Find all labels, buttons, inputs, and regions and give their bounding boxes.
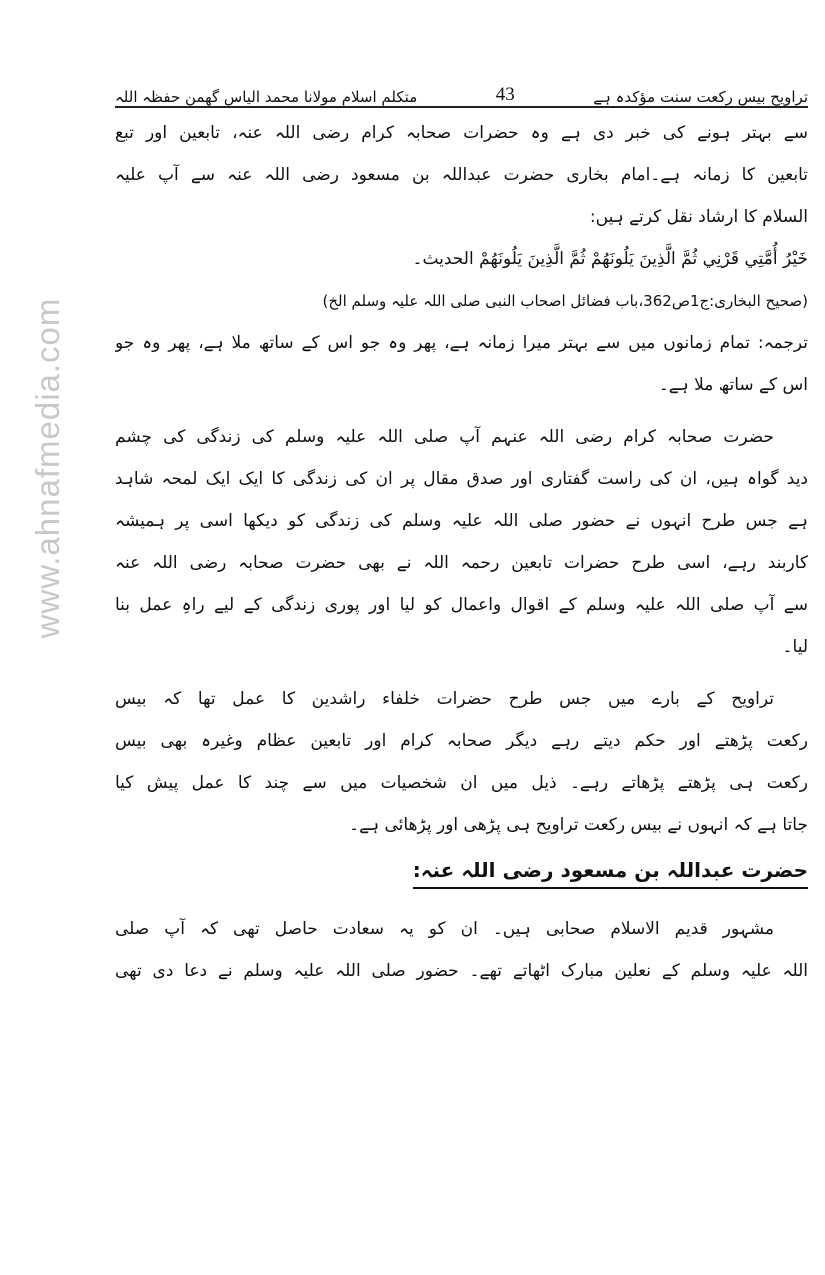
running-header bbox=[115, 66, 808, 106]
section-heading: حضرت عبداللہ بن مسعود رضی اللہ عنہ: bbox=[413, 853, 808, 889]
section-heading-row bbox=[115, 846, 808, 898]
text-line: تابعین کا زمانہ ہے۔امام بخاری حضرت عبداللہ بن مسعود رضی اللہ عنہ سے آپ علیہ bbox=[115, 165, 808, 185]
hadith-reference: (صحیح البخاری:ج1ص362،باب فضائل اصحاب النبی صلی اللہ علیہ وسلم الخ) bbox=[322, 292, 808, 310]
page-body bbox=[115, 112, 808, 992]
text-line: حضرت صحابہ کرام رضی اللہ عنہم آپ صلی اللہ علیہ وسلم کی زندگی کی چشم bbox=[115, 427, 774, 447]
text-line: اللہ علیہ وسلم کے نعلین مبارک اٹھاتے تھے۔ حضور صلی اللہ علیہ وسلم نے دعا دی تھی bbox=[115, 961, 808, 981]
hadith-text: خَيْرُ أُمَّتِي قَرْنِي ثُمَّ الَّذِينَ يَلُونَهُمْ ثُمَّ الَّذِينَ يَلُونَهُمْ الحديث۔ bbox=[412, 249, 808, 269]
page-number: 43 bbox=[495, 84, 515, 105]
text-line: کاربند رہے، اسی طرح حضرات تابعین رحمہ اللہ نے بھی حضرت صحابہ رضی اللہ عنہ bbox=[115, 553, 808, 573]
text-line: جاتا ہے کہ انہوں نے بیس رکعت تراویح ہی پڑھی اور پڑھائی ہے۔ bbox=[349, 815, 808, 835]
text-line: تراویح کے بارے میں جس طرح حضرات خلفاء راشدین کا عمل تھا کہ بیس bbox=[115, 689, 774, 709]
text-line: رکعت ہی پڑھتے پڑھاتے رہے۔ ذیل میں ان شخصیات میں سے چند کا عمل پیش کیا bbox=[115, 773, 808, 793]
header-rule bbox=[115, 106, 808, 108]
text-line: سے آپ صلی اللہ علیہ وسلم کے اقوال واعمال کو لیا اور پوری زندگی کے لیے راہِ عمل بنا bbox=[115, 595, 808, 615]
text-line: رکعت پڑھتے اور حکم دیتے رہے دیگر صحابہ کرام اور تابعین عظام وغیرہ بھی بیس bbox=[115, 731, 808, 751]
text-line: سے بہتر ہونے کی خبر دی ہے وہ حضرات صحابہ کرام رضی اللہ عنہ، تابعین اور تبع bbox=[115, 123, 808, 143]
header-author: متکلم اسلام مولانا محمد الیاس گھمن حفظہ اللہ bbox=[115, 88, 418, 106]
text-line: ہے جس طرح انہوں نے حضور صلی اللہ علیہ وسلم کی زندگی کو دیکھا اسی پر ہمیشہ bbox=[115, 511, 808, 531]
watermark: www.ahnafmedia.com bbox=[29, 297, 66, 639]
text-line: لیا۔ bbox=[782, 637, 808, 657]
text-line: دید گواہ ہیں، ان کی راست گفتاری اور صدق مقال پر ان کی زندگی کا ایک ایک لمحہ شاہد bbox=[115, 469, 808, 489]
text-line: مشہور قدیم الاسلام صحابی ہیں۔ ان کو یہ سعادت حاصل تھی کہ آپ صلی bbox=[115, 919, 774, 939]
translation-line: اس کے ساتھ ملا ہے۔ bbox=[658, 375, 808, 395]
header-title: تراویح بیس رکعت سنت مؤکدہ ہے bbox=[593, 88, 808, 106]
translation-line: ترجمہ: تمام زمانوں میں سے بہتر میرا زمانہ ہے، پھر وہ جو اس کے ساتھ ملا ہے، پھر وہ جو bbox=[115, 333, 808, 353]
text-line: السلام کا ارشاد نقل کرتے ہیں: bbox=[589, 207, 808, 227]
